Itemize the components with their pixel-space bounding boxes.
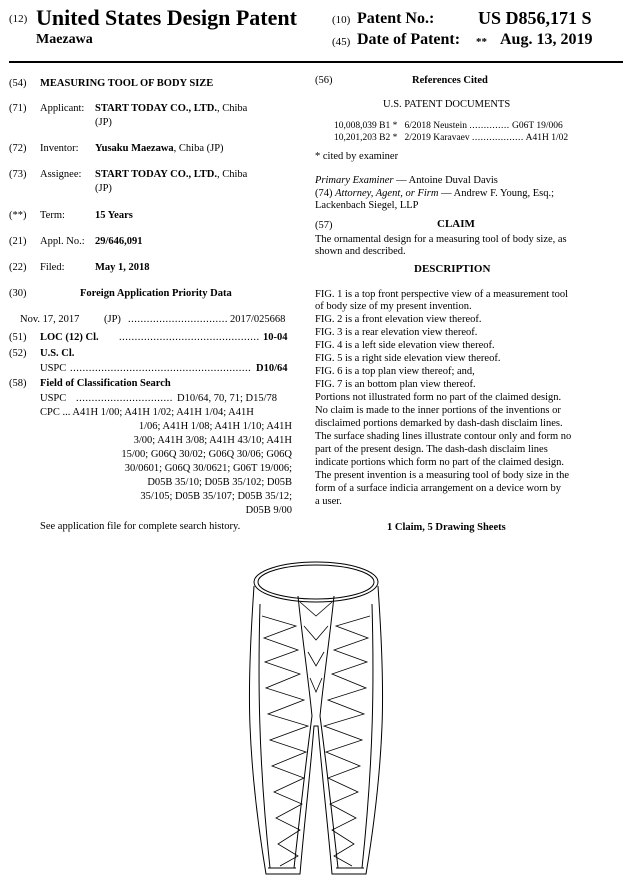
claims-summary: 1 Claim, 5 Drawing Sheets xyxy=(387,522,506,533)
header-rule xyxy=(9,61,623,63)
loc-code: (51) xyxy=(9,332,27,343)
ref-number: 10,008,039 xyxy=(334,121,377,131)
description-line: FIG. 1 is a top front perspective view of a measurement tool xyxy=(315,289,569,300)
assignee-location: , Chiba xyxy=(217,169,248,180)
patent-no-code: (10) xyxy=(332,14,351,26)
description-line: FIG. 2 is a front elevation view thereof. xyxy=(315,314,482,325)
cpc-line: 1/06; A41H 1/08; A41H 1/10; A41H xyxy=(138,421,292,432)
description-line: of body size of my present invention. xyxy=(315,301,472,312)
patent-number: US D856,171 S xyxy=(478,8,592,28)
ref-class: A41H 1/02 xyxy=(525,133,569,143)
invention-title: MEASURING TOOL OF BODY SIZE xyxy=(40,78,214,89)
cpc-line: 15/00; G06Q 30/02; G06Q 30/06; G06Q xyxy=(121,449,292,460)
applicant-country: (JP) xyxy=(95,117,112,128)
uscl-value: D10/64 xyxy=(256,363,288,374)
cpc-line: 30/0601; G06Q 30/0621; G06T 19/006; xyxy=(124,463,292,474)
attorney-name: — Andrew F. Young, Esq.; xyxy=(438,188,555,199)
waistband-ellipse xyxy=(254,562,378,602)
ref-name: Karavaev xyxy=(433,133,470,143)
assignee-value xyxy=(95,168,247,181)
attorney-label: Attorney, Agent, or Firm xyxy=(335,188,439,199)
ref-date: 2/2019 xyxy=(404,133,431,143)
assignee-label: Assignee: xyxy=(40,169,82,180)
term-label: Term: xyxy=(40,210,65,221)
foreign-country: (JP) xyxy=(104,314,121,325)
document-title: United States Design Patent xyxy=(36,5,297,30)
appl-number: 29/646,091 xyxy=(95,236,143,247)
date-label: Date of Patent: xyxy=(357,31,461,48)
title-code: (54) xyxy=(9,78,27,89)
refs-heading: References Cited xyxy=(412,75,488,86)
right-outer-seam xyxy=(362,604,373,868)
patent-no-label: Patent No.: xyxy=(357,10,435,27)
description-line: FIG. 4 is a left side elevation view thereof. xyxy=(315,340,495,351)
applicant-code: (71) xyxy=(9,103,27,114)
term-value: 15 Years xyxy=(95,210,133,221)
claim-heading: CLAIM xyxy=(437,218,475,230)
ref-kind: B2 * xyxy=(379,133,398,143)
ref-dots: .............. xyxy=(469,121,510,131)
field-heading: Field of Classification Search xyxy=(40,378,171,389)
attorney-code: (74) xyxy=(315,188,333,199)
ref-dots: .................. xyxy=(472,133,524,143)
assignee-country: (JP) xyxy=(95,183,112,194)
garment-outline xyxy=(249,586,382,874)
uscl-label: U.S. Cl. xyxy=(40,348,75,359)
filed-code: (22) xyxy=(9,262,27,273)
cpc-line: CPC ... A41H 1/00; A41H 1/02; A41H 1/04; A41H xyxy=(40,407,254,418)
description-line: disclaimed portions demarked by dash-dash disclaim lines. xyxy=(315,418,563,429)
applicant-surname: Maezawa xyxy=(36,32,93,47)
right-cuff xyxy=(332,868,366,874)
examiner-line xyxy=(315,174,498,187)
description-line: part of the present design. The dash-dash disclaim lines xyxy=(315,444,548,455)
date-stars: ** xyxy=(476,36,487,48)
loc-label: LOC (12) Cl. xyxy=(40,332,99,343)
examiner-name: — Antoine Duval Davis xyxy=(393,175,498,186)
loc-dots: ............................................. xyxy=(119,332,260,343)
description-line: indicate portions which form no part of the claimed design. xyxy=(315,457,565,468)
attorney-firm: Lackenbach Siegel, LLP xyxy=(315,200,419,211)
description-line: FIG. 5 is a right side elevation view thereof. xyxy=(315,353,501,364)
assignee-code: (73) xyxy=(9,169,27,180)
description-line: form of a surface indicia arrangement on a device worn by xyxy=(315,483,562,494)
inventor-value xyxy=(95,142,224,155)
claim-text-line: shown and described. xyxy=(315,246,406,257)
foreign-number: 2017/025668 xyxy=(230,314,286,325)
ref-kind: B1 * xyxy=(379,121,398,131)
foreign-code: (30) xyxy=(9,288,27,299)
term-code: (**) xyxy=(9,210,27,221)
waistband-inner xyxy=(258,565,374,599)
filed-date: May 1, 2018 xyxy=(95,262,150,273)
inventor-code: (72) xyxy=(9,143,27,154)
cpc-line: D05B 35/10; D05B 35/102; D05B xyxy=(147,477,292,488)
date-code: (45) xyxy=(332,36,351,48)
field-uspc-dots: ............................... xyxy=(76,393,173,404)
reference-row xyxy=(334,132,568,145)
doc-kind-code: (12) xyxy=(9,13,28,25)
uscl-sub: USPC xyxy=(40,363,67,374)
description-line: a user. xyxy=(315,496,342,507)
cpc-line: D05B 9/00 xyxy=(245,505,292,516)
description-line: FIG. 3 is a rear elevation view thereof. xyxy=(315,327,478,338)
appl-label: Appl. No.: xyxy=(40,236,85,247)
refs-code: (56) xyxy=(315,75,333,86)
inventor-name: Yusaku Maezawa xyxy=(95,143,174,154)
appl-code: (21) xyxy=(9,236,27,247)
claim-text-line: The ornamental design for a measuring tool of body size, as xyxy=(315,234,567,245)
ref-number: 10,201,203 xyxy=(334,133,377,143)
applicant-name: START TODAY CO., LTD. xyxy=(95,103,217,114)
left-outer-seam xyxy=(259,604,270,868)
cited-note: * cited by examiner xyxy=(315,151,399,162)
uscl-code: (52) xyxy=(9,348,27,359)
description-heading: DESCRIPTION xyxy=(414,263,491,275)
search-history-note: See application file for complete search history. xyxy=(40,521,241,532)
foreign-dots: ................................ xyxy=(128,314,228,325)
ref-class: G06T 19/006 xyxy=(512,121,563,131)
field-uspc-value: D10/64, 70, 71; D15/78 xyxy=(177,393,278,404)
center-pattern xyxy=(300,602,332,692)
loc-value: 10-04 xyxy=(263,332,288,343)
ref-date: 6/2018 xyxy=(404,121,431,131)
inventor-label: Inventor: xyxy=(40,143,79,154)
foreign-heading: Foreign Application Priority Data xyxy=(80,288,232,299)
cpc-line: 35/105; D05B 35/107; D05B 35/12; xyxy=(140,491,292,502)
description-line: The present invention is a measuring tool of body size in the xyxy=(315,470,569,481)
claim-code: (57) xyxy=(315,220,333,231)
left-leg-pattern xyxy=(262,616,308,866)
patent-drawing xyxy=(238,556,394,886)
inventor-location: , Chiba (JP) xyxy=(173,143,224,154)
ref-name: Neustein xyxy=(433,121,468,131)
right-leg-pattern xyxy=(324,616,370,866)
date-of-patent: Aug. 13, 2019 xyxy=(500,31,593,48)
description-line: The surface shading lines illustrate contour only and form no xyxy=(315,431,572,442)
examiner-label: Primary Examiner xyxy=(315,175,394,186)
cpc-line: 3/00; A41H 3/08; A41H 43/10; A41H xyxy=(133,435,292,446)
left-cuff xyxy=(266,868,300,874)
us-docs-heading: U.S. PATENT DOCUMENTS xyxy=(383,99,511,110)
applicant-label: Applicant: xyxy=(40,103,85,114)
assignee-name: START TODAY CO., LTD. xyxy=(95,169,217,180)
filed-label: Filed: xyxy=(40,262,65,273)
applicant-location: , Chiba xyxy=(217,103,248,114)
uscl-dots: .......................................................... xyxy=(70,363,252,374)
field-uspc-label: USPC xyxy=(40,393,67,404)
applicant-value xyxy=(95,102,247,115)
description-line: No claim is made to the inner portions of the inventions or xyxy=(315,405,561,416)
description-line: Portions not illustrated form no part of the claimed design. xyxy=(315,392,562,403)
foreign-date: Nov. 17, 2017 xyxy=(20,314,80,325)
field-code: (58) xyxy=(9,378,27,389)
description-line: FIG. 7 is an bottom plan view thereof. xyxy=(315,379,476,390)
description-line: FIG. 6 is a top plan view thereof; and, xyxy=(315,366,475,377)
